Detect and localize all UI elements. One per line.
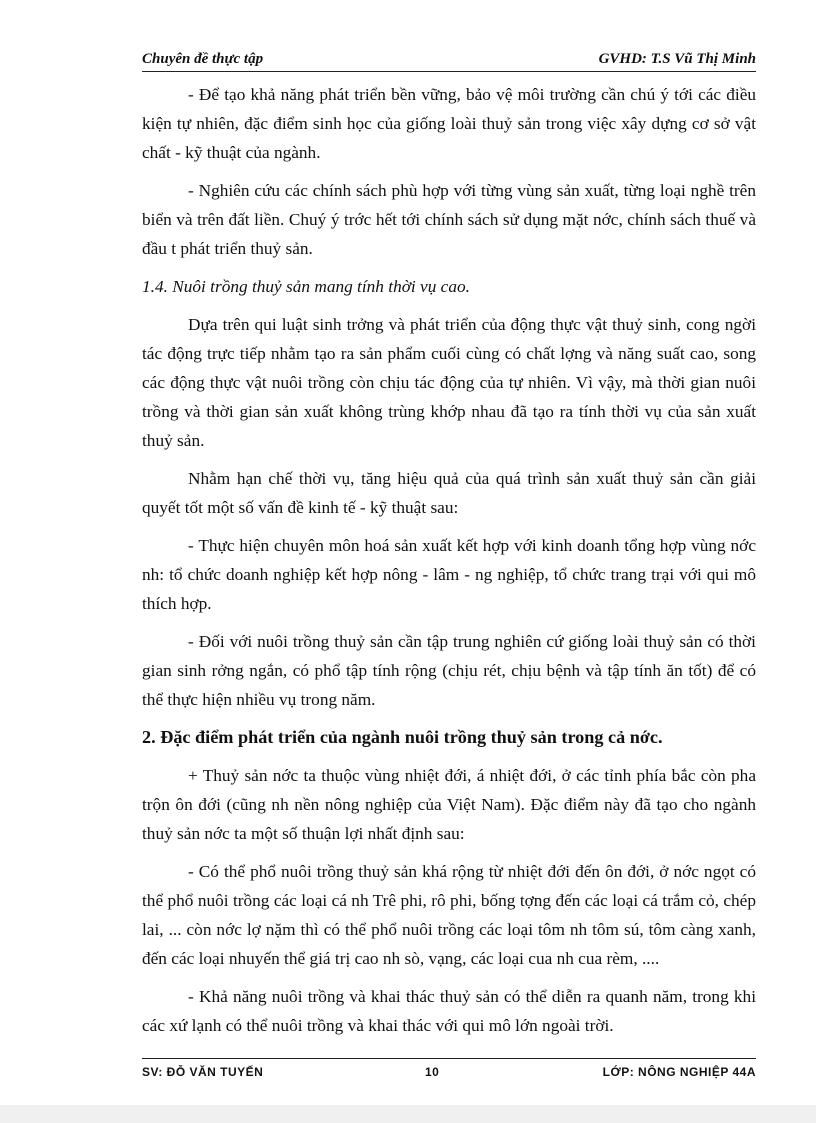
section-heading: 2. Đặc điểm phát triển của ngành nuôi trồng thuỷ sản trong cả nớc. [142, 727, 663, 747]
footer-class: LỚP: NÔNG NGHIỆP 44A [602, 1065, 756, 1079]
document-body [142, 80, 756, 1049]
paragraph: - Nghiên cứu các chính sách phù hợp với từng vùng sản xuất, từng loại nghề trên biển và trên đất liền. Chuý ý trớc hết tới chính sách sử dụng mặt nớc, chính sách thuế và đầu t phát triển thuỷ sản. [142, 181, 756, 258]
page-bottom-edge [0, 1105, 816, 1123]
paragraph: Dựa trên qui luật sinh trởng và phát triển của động thực vật thuỷ sinh, cong ngời tác động trực tiếp nhằm tạo ra sản phẩm cuối cùng có chất lợng và năng suất cao, song các động thực vật nuôi trồng còn chịu tác động của tự nhiên. Vì vậy, mà thời gian nuôi trồng và thời gian sản xuất không trùng khớp nhau đã tạo ra tính thời vụ của sản xuất thuỷ sản. [142, 315, 756, 450]
header-supervisor: GVHD: T.S Vũ Thị Minh [598, 51, 756, 67]
paragraph: - Thực hiện chuyên môn hoá sản xuất kết hợp với kinh doanh tổng hợp vùng nớc nh: tổ chức doanh nghiệp kết hợp nông - lâm - ng nghiệp, tổ chức trang trại với qui mô thích hợp. [142, 536, 756, 613]
page-header [142, 49, 756, 72]
page-number: 10 [425, 1065, 440, 1079]
paragraph: - Khả năng nuôi trồng và khai thác thuỷ sản có thể diễn ra quanh năm, trong khi các xứ lạnh có thể nuôi trồng và khai thác với qui mô lớn ngoài trời. [142, 987, 756, 1035]
footer-student: SV: ĐỖ VĂN TUYẾN [142, 1065, 264, 1079]
paragraph: - Để tạo khả năng phát triển bền vững, bảo vệ môi trường cần chú ý tới các điều kiện tự nhiên, đặc điểm sinh học của giống loài thuỷ sản trong việc xây dựng cơ sở vật chất - kỹ thuật của ngành. [142, 85, 756, 162]
paragraph: + Thuỷ sản nớc ta thuộc vùng nhiệt đới, á nhiệt đới, ở các tỉnh phía bắc còn pha trộn ôn đới (cũng nh nền nông nghiệp của Việt Nam). Đặc điểm này đã tạo cho ngành thuỷ sản nớc ta một số thuận lợi nhất định sau: [142, 766, 756, 843]
paragraph: - Có thể phổ nuôi trồng thuỷ sản khá rộng từ nhiệt đới đến ôn đới, ở nớc ngọt có thể phổ nuôi trồng các loại cá nh Trê phi, rô phi, bống tợng đến các loại cá trắm cỏ, chép lai, ... còn nớc lợ nặm thì có thể phổ nuôi trồng các loại tôm nh tôm sú, tôm càng xanh, đến các loại nhuyến thể giá trị cao nh sò, vạng, các loại cua nh cua rèm, .... [142, 862, 756, 968]
paragraph: Nhằm hạn chế thời vụ, tăng hiệu quả của quá trình sản xuất thuỷ sản cần giải quyết tốt một số vấn đề kinh tế - kỹ thuật sau: [142, 469, 756, 517]
header-title: Chuyên đề thực tập [142, 51, 264, 67]
paragraph: - Đối với nuôi trồng thuỷ sản cần tập trung nghiên cứ giống loài thuỷ sản có thời gian sinh rởng ngắn, có phổ tập tính rộng (chịu rét, chịu bệnh và tập tính ăn tốt) để có thể thực hiện nhiều vụ trong năm. [142, 632, 756, 709]
page-footer [142, 1058, 756, 1083]
subsection-heading: 1.4. Nuôi trồng thuỷ sản mang tính thời vụ cao. [142, 277, 470, 296]
